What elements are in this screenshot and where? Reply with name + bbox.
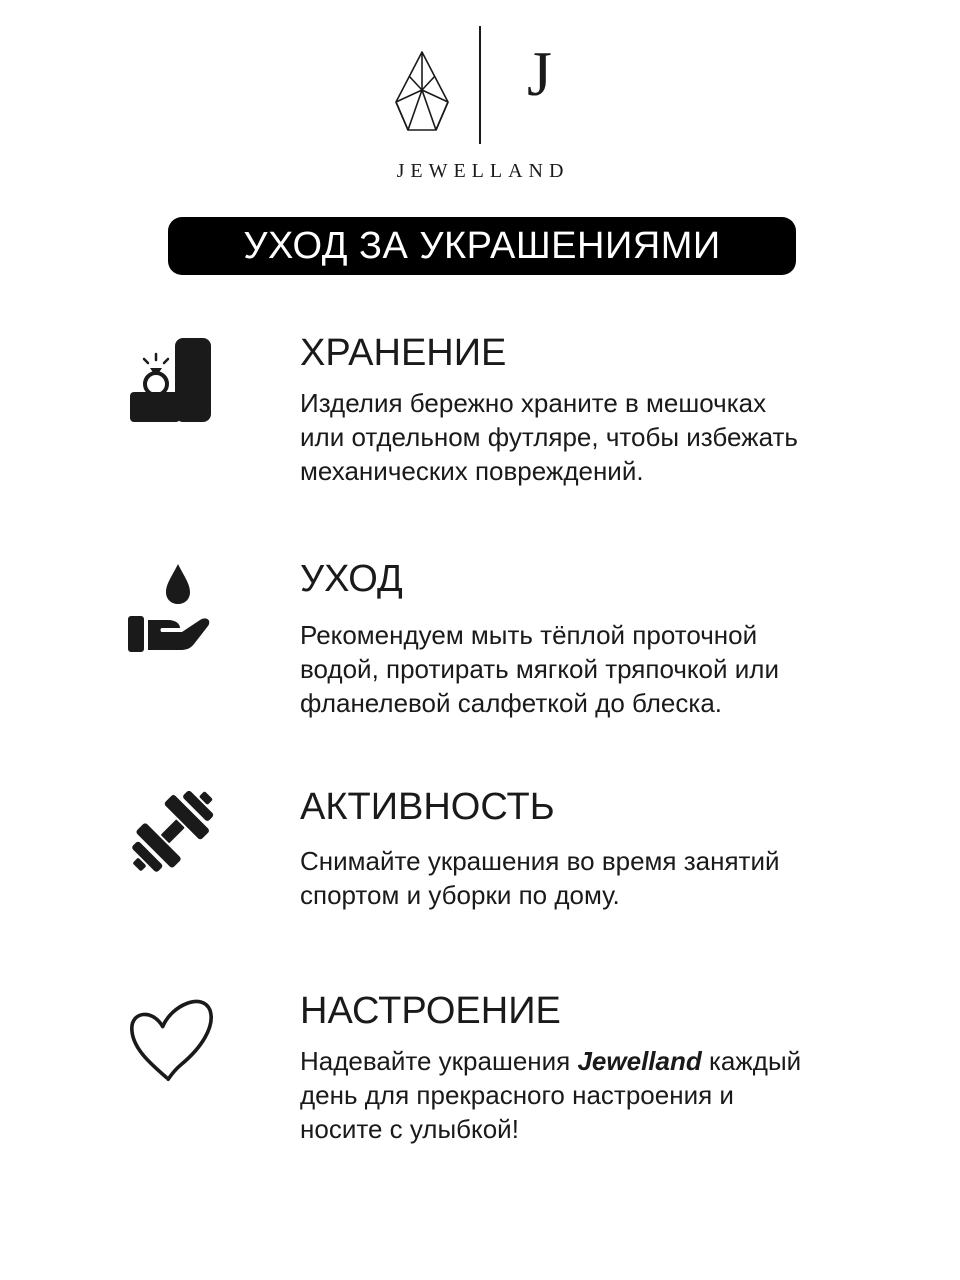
ring-box-icon: [120, 334, 220, 444]
section-title: ХРАНЕНИЕ: [300, 332, 507, 374]
logo-letter: J: [527, 38, 552, 109]
logo-wordmark: JEWELLAND: [396, 160, 570, 182]
body-line: Рекомендуем мыть тёплой проточной: [300, 620, 758, 650]
body-line: водой, протирать мягкой тряпочкой или: [300, 654, 779, 684]
body-line: день для прекрасного настроения и: [300, 1080, 734, 1110]
hand-water-drop-icon: [120, 560, 220, 670]
brand-logo: [0, 20, 960, 190]
body-line: Снимайте украшения во время занятий: [300, 846, 780, 876]
banner-title: УХОД ЗА УКРАШЕНИЯМИ: [243, 224, 721, 267]
body-line: или отдельном футляре, чтобы избежать: [300, 422, 798, 452]
body-line: Изделия бережно храните в мешочках: [300, 388, 767, 418]
section-body: [300, 1044, 860, 1146]
section-body: [300, 844, 860, 912]
gem-icon: [392, 50, 452, 138]
title-banner: [168, 217, 796, 275]
section-body: [300, 618, 860, 720]
section-body: [300, 386, 860, 488]
section-title: АКТИВНОСТЬ: [300, 786, 555, 828]
logo-divider: [479, 26, 481, 144]
section-title: УХОД: [300, 558, 403, 600]
body-line: фланелевой салфеткой до блеска.: [300, 688, 723, 718]
body-line: [300, 1044, 860, 1078]
heart-outline-icon: [120, 992, 220, 1092]
dumbbell-icon: [120, 788, 220, 898]
section-title: НАСТРОЕНИЕ: [300, 990, 561, 1032]
body-line: механических повреждений.: [300, 456, 644, 486]
body-line: носите с улыбкой!: [300, 1114, 519, 1144]
body-line: спортом и уборки по дому.: [300, 880, 620, 910]
body-text: каждый: [701, 1046, 802, 1076]
brand-name-inline: Jewelland: [577, 1046, 702, 1076]
body-text: Надевайте украшения: [300, 1046, 578, 1076]
